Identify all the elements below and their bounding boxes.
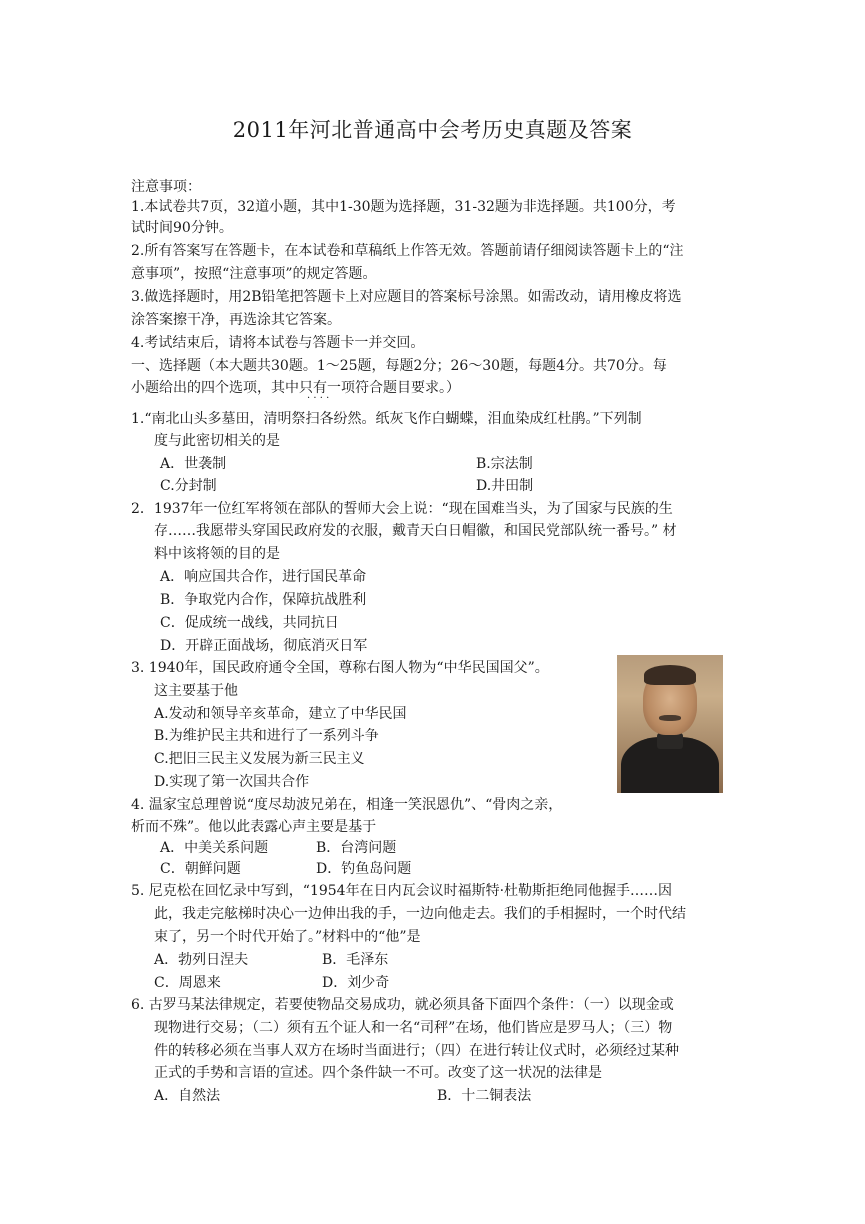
question-1-stem: 1.“南北山头多墓田，清明祭扫各纷然。纸灰飞作白蝴蝶，泪血染成红杜鹃。”下列制 bbox=[131, 411, 642, 427]
question-4-option-c: C．朝鲜问题 bbox=[160, 861, 241, 877]
question-3-stem: 这主要基于他 bbox=[154, 683, 238, 699]
question-2-stem: 料中该将领的目的是 bbox=[154, 546, 280, 562]
question-2-option-c: C．促成统一战线，共同抗日 bbox=[160, 615, 339, 631]
notice-line: 4.考试结束后，请将本试卷与答题卡一并交回。 bbox=[131, 335, 425, 351]
question-4-stem: 析而不殊”。他以此表露心声主要是基于 bbox=[131, 819, 377, 835]
question-1-stem: 度与此密切相关的是 bbox=[154, 433, 280, 449]
portrait-photo bbox=[617, 655, 723, 793]
question-5-stem: 此，我走完舷梯时决心一边伸出我的手，一边向他走去。我们的手相握时，一个时代结 bbox=[154, 906, 686, 922]
question-5-stem: 束了，另一个时代开始了。”材料中的“他”是 bbox=[154, 929, 421, 945]
question-1-option-d: D.井田制 bbox=[476, 478, 534, 494]
question-3-stem: 3. 1940年，国民政府通令全国，尊称右图人物为“中华民国国父”。 bbox=[131, 660, 549, 676]
notice-line: 3.做选择题时，用2B铅笔把答题卡上对应题目的答案标号涂黑。如需改动，请用橡皮将选 bbox=[131, 289, 682, 305]
question-3-option-d: D.实现了第一次国共合作 bbox=[154, 774, 310, 790]
page-title: 2011年河北普通高中会考历史真题及答案 bbox=[232, 118, 633, 142]
question-3-option-a: A.发动和领导辛亥革命，建立了中华民国 bbox=[154, 706, 407, 722]
question-5-option-b: B．毛泽东 bbox=[322, 952, 389, 968]
notice-line: 1.本试卷共7页，32道小题，其中1-30题为选择题，31-32题为非选择题。共100分，考 bbox=[131, 199, 676, 215]
question-5-option-a: A．勃列日涅夫 bbox=[154, 952, 249, 968]
question-6-stem: 现物进行交易；（二）须有五个证人和一名“司秤”在场，他们皆应是罗马人；（三）物 bbox=[154, 1020, 673, 1036]
notice-line: 试时间90分钟。 bbox=[131, 220, 233, 236]
question-3-option-c: C.把旧三民主义发展为新三民主义 bbox=[154, 751, 365, 767]
question-6-stem: 6. 古罗马某法律规定，若要使物品交易成功，就必须具备下面四个条件：（一）以现金或 bbox=[131, 997, 674, 1013]
question-1-option-b: B.宗法制 bbox=[476, 456, 533, 472]
question-2-option-d: D．开辟正面战场，彻底消灭日军 bbox=[160, 638, 368, 654]
notice-line: 涂答案擦干净，再选涂其它答案。 bbox=[131, 312, 341, 328]
question-4-stem: 4. 温家宝总理曾说“度尽劫波兄弟在，相逢一笑泯恩仇”、“骨肉之亲， bbox=[131, 797, 563, 813]
question-2-option-a: A．响应国共合作，进行国民革命 bbox=[160, 569, 367, 585]
question-4-option-d: D．钓鱼岛问题 bbox=[316, 861, 412, 877]
notice-line: 意事项”，按照“注意事项”的规定答题。 bbox=[131, 266, 377, 282]
question-6-option-a: A．自然法 bbox=[154, 1088, 221, 1104]
question-2-option-b: B．争取党内合作，保障抗战胜利 bbox=[160, 592, 367, 608]
notice-line: 2.所有答案写在答题卡，在本试卷和草稿纸上作答无效。答题前请仔细阅读答题卡上的“注 bbox=[131, 243, 684, 259]
section-instruction: 小题给出的四个选项，其中只有一项符合题目要求。） bbox=[131, 380, 460, 396]
section-heading: 一、选择题（本大题共30题。1～25题，每题2分；26～30题，每题4分。共70分。每 bbox=[131, 358, 667, 374]
question-1-option-a: A．世袭制 bbox=[160, 456, 227, 472]
question-6-stem: 件的转移必须在当事人双方在场时当面进行；（四）在进行转让仪式时，必须经过某种 bbox=[154, 1043, 679, 1059]
question-5-option-d: D．刘少奇 bbox=[322, 975, 390, 991]
question-3-option-b: B.为维护民主共和进行了一系列斗争 bbox=[154, 728, 379, 744]
question-4-option-b: B．台湾问题 bbox=[316, 840, 397, 856]
question-5-option-c: C．周恩来 bbox=[154, 975, 221, 991]
notice-heading: 注意事项： bbox=[131, 179, 201, 195]
question-5-stem: 5. 尼克松在回忆录中写到，“1954年在日内瓦会议时福斯特·杜勒斯拒绝同他握手……因 bbox=[131, 883, 673, 899]
question-1-option-c: C.分封制 bbox=[160, 478, 217, 494]
question-4-option-a: A．中美关系问题 bbox=[160, 840, 269, 856]
question-2-stem: 2．1937年一位红军将领在部队的誓师大会上说：“现在国难当头，为了国家与民族的生 bbox=[131, 501, 673, 517]
question-6-stem: 正式的手势和言语的宣述。四个条件缺一不可。改变了这一状况的法律是 bbox=[154, 1065, 602, 1081]
question-6-option-b: B．十二铜表法 bbox=[437, 1088, 532, 1104]
emphasis-dots: · · · · bbox=[307, 393, 330, 404]
question-2-stem: 存……我愿带头穿国民政府发的衣服，戴青天白日帽徽，和国民党部队统一番号。” 材 bbox=[154, 523, 677, 539]
